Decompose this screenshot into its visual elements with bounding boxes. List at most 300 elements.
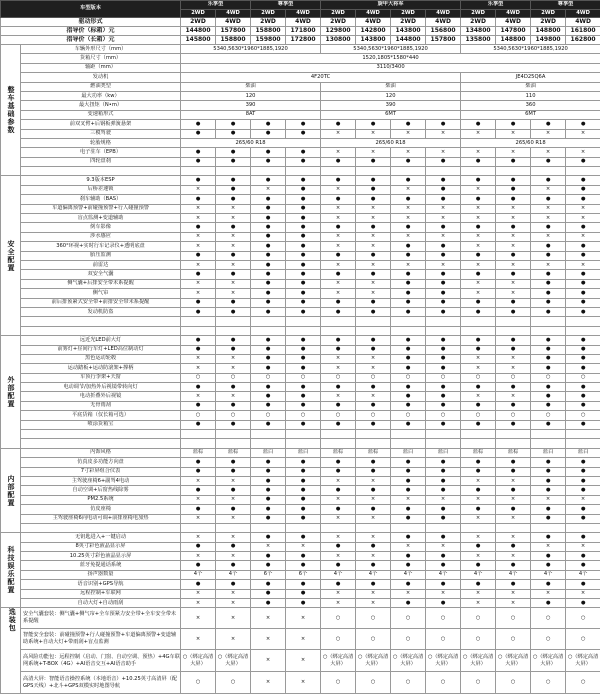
table-row [1,345,600,354]
row-value: × [531,148,566,157]
drive-type: 2WD [461,18,496,27]
row-value: ● [321,458,356,467]
row-value: × [461,514,496,523]
drive-type: 2WD [321,18,356,27]
row-value: 120 [321,91,461,100]
row-value: ● [531,270,566,279]
row-value [356,439,391,448]
row-value: × [461,289,496,298]
table-row [1,467,600,476]
row-value: ● [531,420,566,429]
drive-type: 4WD [566,18,600,27]
row-value: 蓝白 [531,448,566,457]
row-value: ● [216,270,251,279]
price-value: 148800 [531,27,566,36]
row-value: ● [391,476,426,485]
row-value: ● [251,289,286,298]
row-value: ● [251,476,286,485]
row-value: ○ [496,373,531,382]
table-row [1,242,600,251]
row-value: ● [286,401,321,410]
row-value: × [251,608,286,629]
table-row [1,364,600,373]
row-value: ● [461,345,496,354]
drive-type: 2WD [531,18,566,27]
row-value: × [496,129,531,138]
row-value: ● [181,129,216,138]
row-value [251,430,286,439]
row-value: ● [426,599,461,608]
table-row [1,82,600,91]
row-value: × [321,129,356,138]
drive-header: 2WD [181,9,216,18]
row-value: ● [531,289,566,298]
row-label: 高风险功能包：远程控制（启动、门窗、自动空调、预热）+4G车联网系统+T-BOX（4G）+AI语音交互+AI语音助手 [21,650,181,672]
row-value: × [426,542,461,551]
row-value: × [216,476,251,485]
row-value: ● [286,279,321,288]
row-value: ● [426,120,461,129]
row-value: × [181,185,216,194]
row-value: ● [531,298,566,307]
row-value: 4个 [356,570,391,579]
row-value [181,439,216,448]
row-value: 390 [181,101,321,110]
row-value: 265/60 R18 [461,138,600,147]
row-label: 轴距（mm） [21,63,181,72]
row-value: ● [496,185,531,194]
row-value: ● [251,279,286,288]
row-value: × [391,204,426,213]
row-value: ● [251,214,286,223]
row-value: ● [251,129,286,138]
row-value: ● [391,336,426,345]
row-value: ● [286,392,321,401]
row-value: ● [251,364,286,373]
row-label: 7寸彩屏组合仪表 [21,467,181,476]
row-value: ● [286,260,321,269]
row-value: ● [251,505,286,514]
row-value: 蓝棕 [461,448,496,457]
row-value: ● [391,251,426,260]
row-label: 前雾灯+昼间行车灯+LED高位制动灯 [21,345,181,354]
row-value: ● [426,307,461,316]
row-value: ● [461,383,496,392]
row-value [391,326,426,335]
row-value [461,167,496,176]
row-value: ● [286,176,321,185]
row-value: ● [461,458,496,467]
row-label: 前雷达 [21,260,181,269]
row-label: 刹车辅助（BAS） [21,195,181,204]
row-value: × [356,289,391,298]
row-value: ● [566,505,600,514]
row-label [21,326,181,335]
drive-header: 2WD [251,9,286,18]
row-value: ○ [391,629,426,650]
price-value: 129800 [321,27,356,36]
row-value: ● [321,401,356,410]
row-value: ● [181,561,216,570]
row-value: × [461,214,496,223]
row-value [461,439,496,448]
row-value: ● [356,120,391,129]
row-value: 5340,5630*1960*1885,1920 [181,45,321,54]
row-value: ● [251,270,286,279]
row-value: ● [251,599,286,608]
row-value: ● [391,270,426,279]
row-value: × [251,650,286,672]
row-value: ● [566,552,600,561]
price-value: 144800 [181,27,216,36]
row-value: ● [496,195,531,204]
table-row [1,214,600,223]
row-value: ● [181,270,216,279]
table-row [1,326,600,335]
row-value: ○ [321,629,356,650]
row-label: 涉水感应 [21,232,181,241]
row-value: ● [391,467,426,476]
row-value: ● [251,242,286,251]
row-value: 蓝白 [391,448,426,457]
row-value [286,326,321,335]
row-value: ● [566,364,600,373]
row-value: × [181,599,216,608]
row-value: ● [391,383,426,392]
row-value: ● [286,580,321,589]
row-value [356,317,391,326]
row-value: ● [531,392,566,401]
price-value: 156800 [426,27,461,36]
row-value: ● [181,336,216,345]
row-value [251,317,286,326]
row-value: ● [391,120,426,129]
row-value: ● [251,345,286,354]
row-value: ● [286,420,321,429]
row-value: ○ [216,373,251,382]
row-value: × [496,242,531,251]
row-value [426,167,461,176]
row-label: 自动空调+后窗热线除雾 [21,486,181,495]
row-value: × [531,542,566,551]
row-value: ○ [496,672,531,694]
table-row [1,401,600,410]
row-value [181,523,216,532]
row-value: ● [426,289,461,298]
row-value: ● [216,467,251,476]
row-value: ● [391,195,426,204]
row-value [216,167,251,176]
row-value: ● [531,561,566,570]
row-value: 8AT [181,110,321,119]
row-value: ○ [286,373,321,382]
row-value: × [321,354,356,363]
row-value: × [181,232,216,241]
row-value: × [461,354,496,363]
row-value: ● [321,345,356,354]
row-value [496,430,531,439]
row-value [461,326,496,335]
row-value: ● [426,298,461,307]
table-row [1,354,600,363]
table-row [1,73,600,82]
row-value: × [356,354,391,363]
row-value: ● [426,458,461,467]
row-value: × [216,599,251,608]
row-label: 车顶行李架+天窗 [21,373,181,382]
row-value: × [216,495,251,504]
row-value: ○ [391,373,426,382]
header-series-row [1,1,600,10]
row-value: ● [496,458,531,467]
row-value: × [461,552,496,561]
row-value: ● [496,401,531,410]
row-value: × [251,629,286,650]
row-value: × [426,495,461,504]
row-value: ● [531,467,566,476]
row-value: ○ [181,411,216,420]
row-value: 柴油 [321,82,461,91]
row-value: × [426,232,461,241]
row-value: ● [286,214,321,223]
row-value: ● [251,561,286,570]
row-value: ● [181,383,216,392]
row-value: ● [566,533,600,542]
row-value: 110 [461,91,600,100]
row-value: ● [566,345,600,354]
drive-header: 2WD [321,9,356,18]
row-value: 4个 [531,570,566,579]
table-row [1,138,600,147]
row-value: ● [321,486,356,495]
row-value: ● [286,364,321,373]
table-row [1,570,600,579]
row-value: × [461,279,496,288]
row-label: 燃油类型 [21,82,181,91]
row-value: × [461,392,496,401]
table-row [1,458,600,467]
row-value: ● [426,467,461,476]
price-value: 158800 [251,27,286,36]
row-value: ● [391,345,426,354]
row-value [216,326,251,335]
row-value: ○ [426,672,461,694]
row-value: ● [251,580,286,589]
row-value: ● [216,542,251,551]
row-value: ○ [461,629,496,650]
row-value: ● [426,514,461,523]
row-value: ● [216,383,251,392]
row-value: ● [181,505,216,514]
row-value: × [181,608,216,629]
row-value: ● [566,195,600,204]
row-value: 6MT [461,110,600,119]
row-value: ● [286,289,321,298]
row-label: 蓝牙免提通话系统 [21,561,181,570]
row-value: ● [461,195,496,204]
price-value: 134800 [461,27,496,36]
row-value: × [216,289,251,298]
row-value: ● [216,298,251,307]
row-value: ● [216,251,251,260]
row-value: × [181,495,216,504]
row-value: × [566,148,600,157]
row-value: ● [566,270,600,279]
row-value: ● [391,289,426,298]
series-header: 旋甲大将军 [321,1,461,10]
drive-header: 2WD [461,9,496,18]
row-value [321,326,356,335]
table-row [1,185,600,194]
row-value: × [391,495,426,504]
table-row [1,129,600,138]
row-value: ● [531,307,566,316]
row-label: 无骨雨刮 [21,401,181,410]
row-value: ● [286,157,321,166]
row-value: × [461,185,496,194]
table-row [1,608,600,629]
row-value: × [461,589,496,598]
row-value: ● [426,242,461,251]
row-value: × [531,214,566,223]
row-value: ● [181,467,216,476]
row-value: ● [391,552,426,561]
table-row [1,523,600,532]
row-value: ● [426,157,461,166]
row-value: ● [251,383,286,392]
row-value: × [426,129,461,138]
row-value: ● [181,157,216,166]
row-value: ● [566,458,600,467]
row-value: × [461,364,496,373]
row-value: ● [251,552,286,561]
row-label: 双安全气囊 [21,270,181,279]
row-value: × [321,289,356,298]
row-value: ○（绑定高清大屏） [216,650,251,672]
row-value: ● [531,354,566,363]
row-value: ● [391,458,426,467]
row-value: ● [496,420,531,429]
row-value: ● [531,486,566,495]
row-value: × [181,260,216,269]
row-label [21,317,181,326]
row-value: × [426,214,461,223]
row-value: × [496,392,531,401]
row-value: ○ [356,672,391,694]
table-row [1,672,600,694]
row-value: ● [566,467,600,476]
row-value: ● [461,298,496,307]
category-label: 内部配置 [1,448,21,533]
drive-type: 2WD [391,18,426,27]
row-value: ● [426,533,461,542]
row-value: ● [356,486,391,495]
row-value: ● [496,251,531,260]
row-value: ● [286,148,321,157]
price-value: 143800 [391,27,426,36]
row-value: × [216,533,251,542]
row-value: × [286,608,321,629]
table-row [1,148,600,157]
row-value: ● [391,580,426,589]
row-value: × [461,599,496,608]
table-row [1,336,600,345]
row-value: × [391,542,426,551]
row-value: ● [251,392,286,401]
row-value: ● [566,298,600,307]
row-value: ● [426,401,461,410]
table-row [1,420,600,429]
row-value: ○ [496,629,531,650]
row-value: 6个 [251,570,286,579]
row-value: ● [216,486,251,495]
row-value: ● [426,392,461,401]
row-value: ● [566,223,600,232]
price-label: 指导价（长箱）元 [1,36,181,45]
row-value: 265/60 R18 [181,138,321,147]
row-value: ○（绑定高清大屏） [391,650,426,672]
table-row [1,251,600,260]
row-value [391,523,426,532]
row-value [391,439,426,448]
row-value: ● [426,185,461,194]
row-value: × [321,392,356,401]
row-value: ● [286,589,321,598]
row-value: × [321,242,356,251]
row-value [461,523,496,532]
row-value: ● [286,561,321,570]
row-value: × [321,533,356,542]
row-value: ○ [356,373,391,382]
row-value: ● [216,129,251,138]
row-value: × [496,589,531,598]
row-value: 4个 [321,570,356,579]
row-value [251,167,286,176]
row-value: ● [251,589,286,598]
row-value: × [391,214,426,223]
table-row [1,63,600,72]
row-value [391,430,426,439]
row-value: ● [356,383,391,392]
row-value [426,439,461,448]
row-value: ○ [356,608,391,629]
row-value: 265/60 R18 [321,138,461,147]
row-value: ● [216,195,251,204]
category-label: 外部配置 [1,336,21,449]
row-value: ● [216,561,251,570]
row-value: × [496,354,531,363]
drive-type: 2WD [181,18,216,27]
row-label: 最大扭矩（N•m） [21,101,181,110]
row-value: × [356,552,391,561]
row-value [426,523,461,532]
row-value: ○ [321,373,356,382]
row-value: 5340,5630*1960*1885,1920 [321,45,461,54]
row-value: × [356,589,391,598]
row-value: ● [286,458,321,467]
row-value: ○ [321,608,356,629]
row-value: ● [251,495,286,504]
row-value: ● [356,298,391,307]
row-label: 10.25英寸彩色液晶显示屏 [21,552,181,561]
row-value: ● [181,176,216,185]
row-value: ● [426,176,461,185]
row-value: ○ [566,411,600,420]
row-value: × [286,650,321,672]
row-value: ● [321,505,356,514]
row-value: × [321,364,356,373]
drive-header: 4WD [426,9,461,18]
